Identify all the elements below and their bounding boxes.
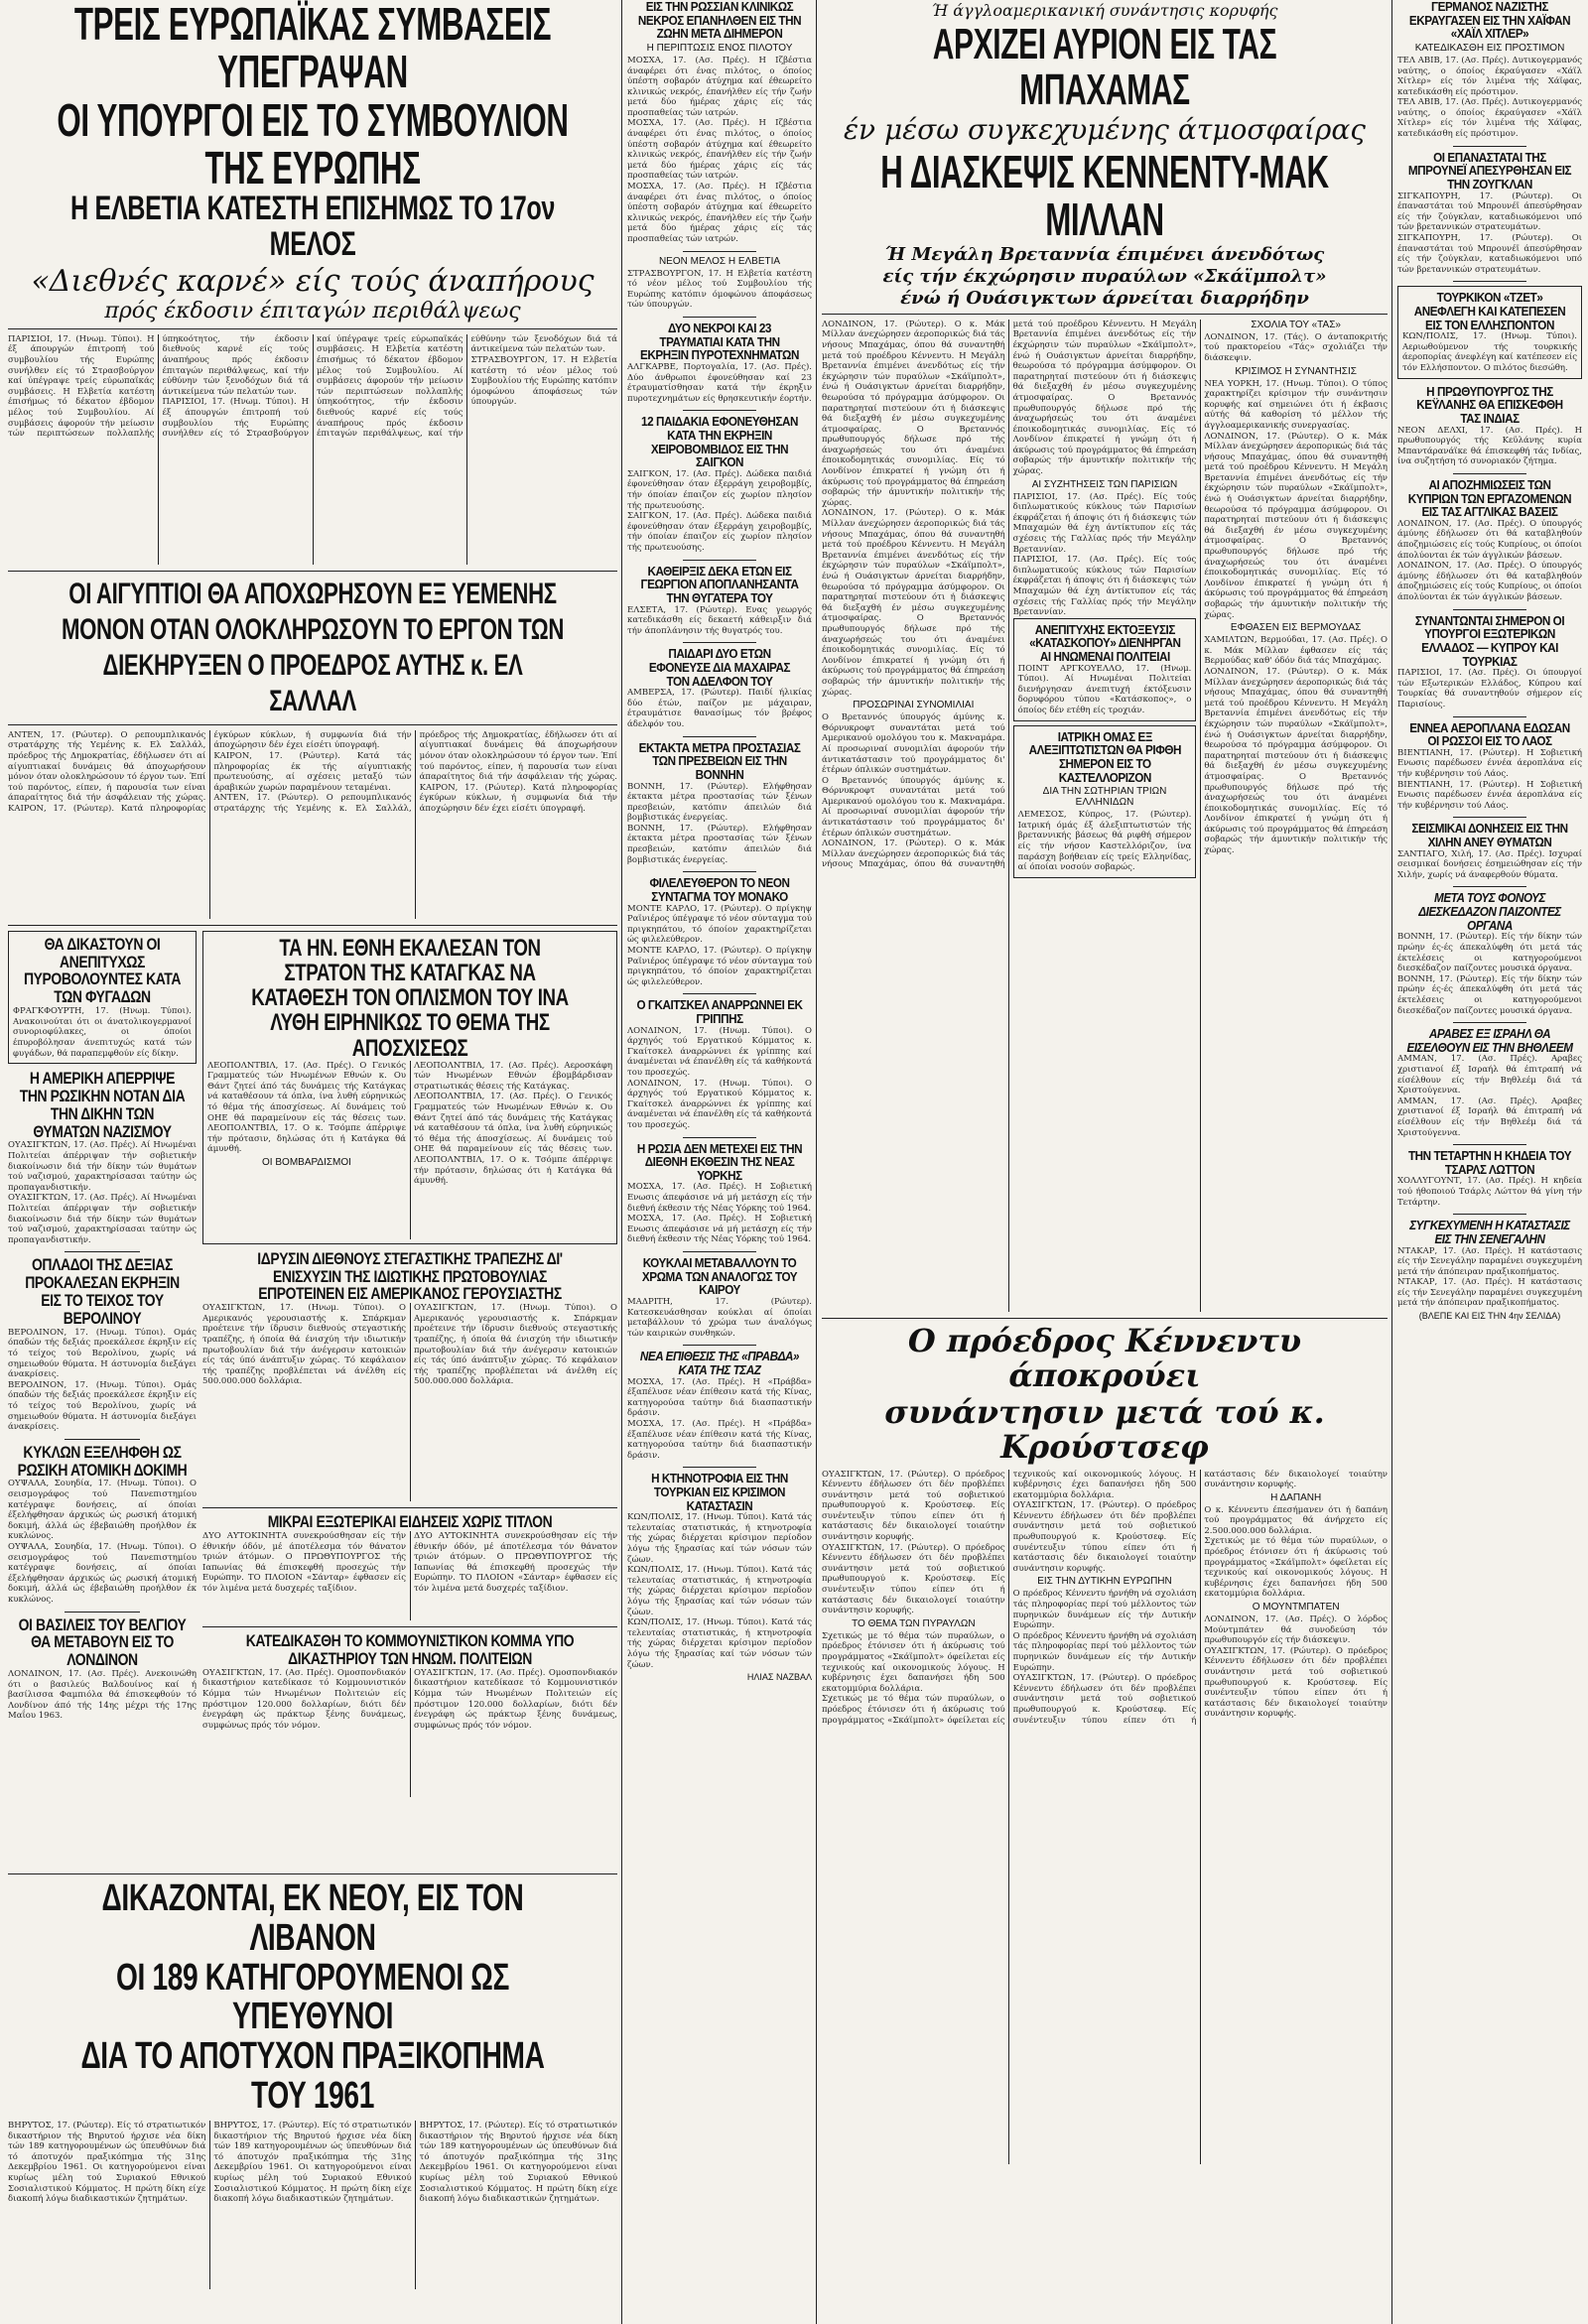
headline: ΝΕΑ ΕΠΙΘΕΣΙΣ ΤΗΣ «ΠΡΑΒΔΑ» ΚΑΤΑ ΤΗΣ ΤΣΑΖ: [639, 1349, 800, 1377]
divider: [1453, 1214, 1526, 1215]
article-body: ΧΟΛΛΥΓΟΥΝΤ, 17. (Ασ. Πρές). Η κηδεία τού ήθοποιού Τσάρλς Λώττον θά γίνη τήν Τετάρτην.: [1397, 1176, 1582, 1208]
article-body: ΟΥΑΣΙΓΚΤΩΝ, 17. (Ηνωμ. Τύποι). Ο Αμερικανός γερουσιαστής κ. Σπάρκμαν προέτεινε τήν ίδρυσιν διεθνούς στεγαστικής τραπέζης, ή όποία θά ένισχύη τήν ιδιωτικήν πρωτοβουλίαν διά τήν άνέγερσιν κατοικιών είς τάς ύπό άνάπτυξιν χώρας. Τό κεφάλαιον τής τραπέζης προβλέπεται νά άνέλθη είς 500.000.000 δολλάρια.: [202, 1303, 406, 1387]
article-body: ΒΙΕΝΤΙΑΝΗ, 17. (Ρώυτερ). Η Σοβιετική Ενωσις παρέδωσεν έννέα άεροπλάνα είς τήν κυβέρνησιν τού Λάος.: [1397, 747, 1582, 780]
article-body: ΝΕΑ ΥΟΡΚΗ, 17. (Ηνωμ. Τύποι). Ο τύπος χαρακτηρίζει κρίσιμον τήν συνάντησιν κορυφής καί σημειώνει ότι ή έκβασις αύτής θά καθορίση τό μέλλον τής άγγλοαμερικανικής συνεργασίας.: [1204, 378, 1388, 431]
cyprus-bases-article: [1397, 478, 1582, 603]
grenade-article: [627, 415, 812, 553]
article-body: ΒΙΕΝΤΙΑΝΗ, 17. (Ρώυτερ). Η Σοβιετική Ενωσις παρέδωσεν έννέα άεροπλάνα είς τήν κυβέρνησιν τού Λάος.: [1397, 779, 1582, 811]
article-body: ΒΟΝΝΗ, 17. (Ρώυτερ). Είς τήν δίκην τών πρώην ές-ές άπεκαλύφθη ότι μετά τάς έκτελέσεις οι κατηγορούμενοι διεσκέδαζον παίζοντες μουσικά όργανα.: [1397, 973, 1582, 1016]
article-body: ΠΑΡΙΣΙΟΙ, 17. (Ηνωμ. Τύποι). Η έξ άπουργών έπιτροπή τού συμβουλίου τής Ευρώπης συνήλθεν είς τό Στρασβούργον καί ύπέγραψε τρείς εύρωπαϊκάς συμβάσεις. Η Ελβετία κατέστη έπισήμως τό δέκατον έβδομον μέλος τού Συμβουλίου. Αί συμβάσεις άφορούν τήν μείωσιν τών περιπτώσεων πολλαπλής ύπηκοότητος, τήν έκδοσιν διεθνούς καρνέ είς τούς άναπήρους πρός έκδοσιν έπιταγών περιθάλψεως, καί τήν εύθύνην τών ξενοδόχων διά τά άντικείμενα τών πελατών των.: [8, 333, 309, 440]
article-body: ΛΟΝΔΙΝΟΝ, 17. (Ασ. Πρές). Ο ύπουργός άμύνης έδήλωσεν ότι θά καταβληθούν άποζημιώσεις είς τούς Κυπρίους, οι όποίοι άπολύονται έκ τών άγγλικών βάσεων.: [1397, 561, 1582, 603]
headline: ΟΠΛΑΔΟΙ ΤΗΣ ΔΕΞΙΑΣ ΠΡΟΚΑΛΕΣΑΝ ΕΚΡΗΞΙΝ ΕΙΣ ΤΟ ΤΕΙΧΟΣ ΤΟΥ ΒΕΡΟΛΙΝΟΥ: [25, 1255, 180, 1328]
article-body: ΟΥΑΣΙΓΚΤΩΝ, 17. (Ασ. Πρές). Αί Ηνωμέναι Πολιτείαι άπέρριψαν τήν σοβιετικήν διακοίνωσιν διά τήν δίκην τών θυμάτων τού ναζισμού, χαρακτηρίσασαι ταύτην ώς προπαγανδιστικήν.: [8, 1140, 197, 1193]
narrow-column: [8, 931, 197, 1993]
kicker: ΟΙ ΒΟΜΒΑΡΔΙΣΜΟΙ: [262, 1157, 351, 1169]
ceylon-article: [1397, 385, 1582, 467]
article-body: ΑΝΤΕΝ, 17. (Ρώυτερ). Ο ρεπουμπλικανός στρατάρχης τής Υεμένης κ. Ελ Σαλλάλ, πρόεδρος τής Δημοκρατίας, έδήλωσεν ότι αί αίγυπτιακαί δυνάμεις θά άποχωρήσουν μόνον όταν ολοκληρώσουν τό έργον των. Έπί τού παρόντος, είπεν, ή παρουσία των είναι άπαραίτητος διά τήν άσφάλειαν τής χώρας. ΚΑΙΡΟΝ, 17. (Ρώυτερ). Κατά πληροφορίας έγκύρων κύκλων, ή συμφωνία διά τήν άποχώρησιν δέν έχει είσέτι ύπογραφή.: [213, 729, 617, 814]
jet-crash-article: [1397, 286, 1582, 378]
kastellorizo-article: [1013, 725, 1197, 878]
article-body: ΛΟΝΔΙΝΟΝ, 17. (Ηνωμ. Τύποι). Ο άρχηγός τού Εργατικού Κόμματος κ. Γκαίτσκελ άναρρώννει έκ γρίππης καί άναμένεται νά έπανέλθη είς τά καθήκοντά του προσεχώς.: [627, 1078, 812, 1130]
article-body: ΒΟΝΝΗ, 17. (Ρώυτερ). Ελήφθησαν έκτακτα μέτρα προστασίας τών ξένων πρεσβειών, κατόπιν άπειλών διά βομβιστικάς ένεργείας.: [627, 781, 812, 824]
organ-article: [1397, 891, 1582, 1016]
council-of-europe-article: [8, 0, 617, 565]
divider: [8, 925, 617, 926]
belgium-article: [8, 1616, 197, 1723]
fugitives-article: [8, 931, 197, 1064]
lead-headline: ΟΙ ΥΠΟΥΡΓΟΙ ΕΙΣ ΤΟ ΣΥΜΒΟΥΛΙΟΝ ΤΗΣ ΕΥΡΩΠΗΣ: [57, 93, 569, 194]
dolls-article: [627, 1256, 812, 1339]
gaitskell-article: [627, 998, 812, 1130]
article-body: ΠΟΙΝΤ ΑΡΓΚΟΥΕΛΛΟ, 17. (Ηνωμ. Τύποι). Αί Ηνωμέναι Πολιτείαι διενήργησαν άνεπιτυχή έκτόξευσιν δορυφόρου τύπου «Κατάσκοπος», ο όποίος δέν ετέθη είς τροχιάν.: [1017, 663, 1192, 716]
divider: [683, 871, 756, 872]
briefs-article: [202, 1513, 617, 1620]
article-body: ΛΕΟΠΟΛΝΤΒΙΛ, 17. (Ασ. Πρές). Ο Γενικός Γραμματεύς τών Ηνωμένων Εθνών κ. Ου Θάντ ζητεί άπό τάς δυνάμεις τής Κατάγκας νά καταθέσουν τά όπλα, ίνα λυθή εύρηνικώς τό θέμα τής άποσχίσεως. Αί δυνάμεις τού ΟΗΕ θά παραμείνουν είς τάς θέσεις των. ΛΕΟΠΟΛΝΤΒΙΛ, 17. Ο κ. Τσόμπε άπέρριψε τήν πρότασιν, δηλώσας ότι ή Κατάγκα θά άμυνθή.: [414, 1092, 612, 1187]
article-body: ΛΕΜΕΣΟΣ, Κύπρος, 17. (Ρώυτερ). Ιατρική όμάς έξ άλεξιπτωτιστών τής βρεταννικής βάσεως θά ριφθή σήμερον είς τήν νήσον Καστελλόριζον, ίνα παράσχη βοήθειαν είς τρείς Ελληνίδας, αί όποίαι νοσούν σοβαρώς.: [1017, 810, 1192, 873]
article-body: Σχετικώς με τό θέμα τών πυραύλων, ο πρόεδρος έτόνισεν ότι ή άκύρωσις τού προγράμματος «Σκάϊμπολτ» όφείλεται είς τεχνικούς καί οικονομικούς λόγους. Η κυβέρνησις έχει δαπανήσει ήδη 500 εκατομμύρια δολλάρια.: [822, 1630, 1005, 1694]
divider: [1453, 1022, 1526, 1023]
turkey-livestock-article: [627, 1472, 812, 1682]
article-body: ΟΥΑΣΙΓΚΤΩΝ, 17. (Ρώυτερ). Ο πρόεδρος Κέννεντυ έδήλωσεν ότι δέν προβλέπει συνάντησιν μετά τού σοβιετικού πρωθυπουργού κ. Κρούστσεφ. Είς συνέντευξιν τύπου είπεν ότι ή κατάστασις δέν δικαιολογεί τοιαύτην συνάντησιν κορυφής.: [1012, 1500, 1197, 1574]
headline: ΔΥΟ ΝΕΚΡΟΙ ΚΑΙ 23 ΤΡΑΥΜΑΤΙΑΙ ΚΑΤΑ ΤΗΝ ΕΚΡΗΞΙΝ ΠΥΡΟΤΕΧΝΗΜΑΤΩΝ: [640, 320, 799, 363]
lead-subheadline: πρός έκδοσιν έπιταγών περιθάλψεως: [104, 298, 521, 323]
ny-fair-article: [627, 1142, 812, 1245]
headline: Η ΠΡΩΘΥΠΟΥΡΓΟΣ ΤΗΣ ΚΕΫΛΑΝΗΣ ΘΑ ΕΠΙΣΚΕΦΘΗ ΤΑΣ ΙΝΔΙΑΣ: [1416, 383, 1563, 426]
article-body: ΜΟΣΧΑ, 17. (Ασ. Πρές). Η Σοβιετική Ενωσις άπεφάσισε νά μή μετάσχη είς τήν διεθνή έκθεσιν τής Νέας Υόρκης τού 1964.: [627, 1214, 812, 1245]
article-body: ΠΑΡΙΣΙΟΙ, 17. (Ασ. Πρές). Είς τούς διπλωματικούς κύκλους τών Παρισίων έκφράζεται ή άποψις ότι ή διάσκεψις τών Μπαχαμών θά έχη άντίκτυπον είς τάς σχέσεις τής Γαλλίας πρός τήν Μεγάλην Βρεταννίαν.: [1012, 491, 1197, 555]
headline: ΚΑΤΕΔΙΚΑΣΘΗ ΤΟ ΚΟΜΜΟΥΝΙΣΤΙΚΟΝ ΚΟΜΜΑ ΥΠΟ ΔΙΚΑΣΤΗΡΙΟΥ ΤΩΝ ΗΝΩΜ. ΠΟΛΙΤΕΙΩΝ: [245, 1631, 575, 1668]
knife-article: [627, 647, 812, 729]
article-body: ΜΑΔΡΙΤΗ, 17. (Ρώυτερ). Κατεσκευάσθησαν κούκλαι αί όποίαι μεταβάλλουν τό χρώμα των άναλόγως τών καιρικών συνθηκών.: [627, 1296, 812, 1339]
headline: ΙΑΤΡΙΚΗ ΟΜΑΣ ΕΞ ΑΛΕΞΙΠΤΩΤΙΣΤΩΝ ΘΑ ΡΙΦΘΗ ΣΗΜΕΡΟΝ ΕΙΣ ΤΟ ΚΑΣΤΕΛΛΟΡΙΖΟΝ: [1028, 728, 1181, 785]
article-body: ΛΟΝΔΙΝΟΝ, 17. (Ασ. Πρές). Ο λόρδος Μούντμπάτεν θά συνοδεύση τόν πρωθυπουργόν είς τήν διάσκεψιν.: [1204, 1614, 1388, 1646]
senegal-article: [1397, 1219, 1582, 1321]
divider: [683, 1345, 756, 1346]
deck: ένώ ή Ουάσιγκτων άρνείται διαρρήδην: [900, 287, 1309, 309]
lebanon-article: [8, 1876, 617, 2289]
chile-article: [1397, 822, 1582, 880]
article-body: ΜΟΣΧΑ, 17. (Ασ. Πρές). Η Ιζβέστια άναφέρει ότι ένας πιλότος, ο όποίος ύπέστη σοβαρόν άτύχημα καί έθεωρείτο κλινικώς νεκρός, έπανήλθεν είς τήν ζωήν μετά δύο ήμέρας χάρις είς τάς προσπαθείας τών ιατρών.: [627, 118, 812, 182]
bethlehem-article: [1397, 1027, 1582, 1138]
headline: ΑΙ ΑΠΟΖΗΜΙΩΣΕΙΣ ΤΩΝ ΚΥΠΡΙΩΝ ΤΩΝ ΕΡΓΑΖΟΜΕΝΩΝ ΕΙΣ ΤΑΣ ΑΓΓΛΙΚΑΣ ΒΑΣΕΙΣ: [1407, 476, 1572, 520]
article-body: ΒΗΡΥΤΟΣ, 17. (Ρώυτερ). Είς τό στρατιωτικόν δικαστήριον τής Βηρυτού ήρχισε νέα δίκη τών 189 κατηγορουμένων ώς ύπευθύνων διά τό άποτυχόν πραξικόπημα τής 31ης Δεκεμβρίου 1961. Οι κατηγορούμενοι είναι κυρίως μέλη τού Συριακού Εθνικού Σοσιαλιστικού Κόμματος. Η πρώτη δίκη είχε διακοπή λόγω διαδικαστικών ζητημάτων.: [419, 2121, 617, 2205]
headline: Η ΑΜΕΡΙΚΗ ΑΠΕΡΡΙΨΕ ΤΗΝ ΡΩΣΙΚΗΝ ΝΟΤΑΝ ΔΙΑ ΤΗΝ ΔΙΚΗΝ ΤΩΝ ΘΥΜΑΤΩΝ ΝΑΖΙΣΜΟΥ: [19, 1069, 186, 1141]
article-body: ΜΟΣΧΑ, 17. (Ασ. Πρές). Η «Πράβδα» έξαπέλυσε νέαν έπίθεσιν κατά τής Κίνας, κατηγορούσα ταύτην διά διασπαστικήν δράσιν.: [627, 1376, 812, 1419]
headline: Η ΡΩΣΙΑ ΔΕΝ ΜΕΤΕΧΕΙ ΕΙΣ ΤΗΝ ΔΙΕΘΝΗ ΕΚΘΕΣΙΝ ΤΗΣ ΝΕΑΣ ΥΟΡΚΗΣ: [636, 1140, 803, 1183]
article-body: ΑΝΤΕΝ, 17. (Ρώυτερ). Ο ρεπουμπλικανός στρατάρχης τής Υεμένης κ. Ελ Σαλλάλ, πρόεδρος τής Δημοκρατίας, έδήλωσεν ότι αί αίγυπτιακαί δυνάμεις θά άποχωρήσουν μόνον όταν ολοκληρώσουν τό έργον των. Έπί τού παρόντος, είπεν, ή παρουσία των είναι άπαραίτητος διά τήν άσφάλειαν τής χώρας. ΚΑΙΡΟΝ, 17. (Ρώυτερ). Κατά πληροφορίας έγκύρων κύκλων, ή συμφωνία διά τήν άποχώρησιν δέν έχει είσέτι ύπογραφή.: [8, 729, 412, 814]
article-columns: [202, 1668, 617, 1797]
haifa-article: [1397, 0, 1582, 140]
article-body: Ο κ. Κέννεντυ έπεσήμανεν ότι ή δαπάνη τού προγράμματος θά άνήρχετο είς 2.500.000.000 δολλάρια.: [1204, 1504, 1388, 1536]
divider: [202, 1626, 617, 1627]
headline: ΤΟΥΡΚΙΚΟΝ «ΤΖΕΤ» ΑΝΕΦΛΕΓΗ ΚΑΙ ΚΑΤΕΠΕΣΕΝ ΕΙΣ ΤΟΝ ΕΛΛΗΣΠΟΝΤΟΝ: [1413, 290, 1566, 332]
article-body: Ο Βρεταννός ύπουργός άμύνης κ. Θόρνυκροφτ συναντάται μετά τού Αμερικανού ομολόγου του κ. Μακναμάρα. Αί προσωριναί συνομιλίαι άφορούν τήν άντικατάστασιν τού προγράμματος δι' έτέρων όπλικών συστημάτων.: [822, 775, 1005, 839]
article-body: ΧΑΜΙΛΤΩΝ, Βερμούδαι, 17. (Ασ. Πρές). Ο κ. Μάκ Μίλλαν έφθασεν είς τάς Βερμούδας καθ' όδόν διά τάς Μπαχάμας.: [1204, 635, 1388, 667]
article-body: ΒΟΝΝΗ, 17. (Ρώυτερ). Ελήφθησαν έκτακτα μέτρα προστασίας τών ξένων πρεσβειών, κατόπιν άπειλών διά βομβιστικάς ένεργείας.: [627, 823, 812, 865]
divider: [65, 1251, 140, 1252]
article-body: ΚΩΝ/ΠΟΛΙΣ, 17. (Ηνωμ. Τύποι). Κατά τάς τελευταίας στατιστικάς, ή κτηνοτροφία τής χώρας διέρχεται κρίσιμον περίοδον λόγω τής ξηρασίας καί τών νόσων τών ζώων.: [627, 1512, 812, 1565]
divider: [683, 642, 756, 643]
article-body: ΜΟΝΤΕ ΚΑΡΛΟ, 17. (Ρώυτερ). Ο πρίγκηψ Ραϊνιέρος ύπέγραψε τό νέον σύνταγμα τού πριγκηπάτου, τό όποίον χαρακτηρίζεται ώς φιλελεύθερον.: [627, 945, 812, 987]
article-body: ΛΟΝΔΙΝΟΝ, 17. (Ρώυτερ). Ο κ. Μάκ Μίλλαν άνεχώρησεν άεροπορικώς διά τάς νήσους Μπαχάμας, όπου θά συναντηθή μετά τού προέδρου Κέννεντυ. Η Μεγάλη Βρεταννία έπιμένει άνενδότως είς τήν έκχώρησιν τών πυραύλων «Σκάϊμπολτ», ένώ ή Ουάσιγκτων άρνείται διαρρήδην, θεωρούσα τό πρόγραμμα άσύμφορον. Οι παρατηρηταί πιστεύουν ότι ή διάσκεψις θά διεξαχθή έν μέσω συγκεχυμένης άτμοσφαίρας. Ο Βρεταννός πρωθυπουργός δήλωσε πρό τής άναχωρήσεώς του ότι άναμένει έποικοδομητικάς συνομιλίας. Είς τό Λονδίνον έπικρατεί ή γνώμη ότι ή άκύρωσις τού προγράμματος θά έπηρεάση σοβαρώς τήν άμυντικήν πολιτικήν τής χώρας.: [822, 319, 1005, 508]
monaco-article: [627, 876, 812, 987]
right-column: [1397, 0, 1582, 2324]
article-body: ΤΕΛ ΑΒΙΒ, 17. (Ασ. Πρές). Δυτικογερμανός ναύτης, ο όποίος έκραύγασεν «Χάϊλ Χίτλερ» είς τόν λιμένα τής Χάϊφας, κατεδικάσθη είς πρόστιμον.: [1397, 55, 1582, 97]
laughton-article: [1397, 1149, 1582, 1208]
headline: ΤΑ ΗΝ. ΕΘΝΗ ΕΚΑΛΕΣΑΝ ΤΟΝ ΣΤΡΑΤΟΝ ΤΗΣ ΚΑΤΑΓΚΑΣ ΝΑ ΚΑΤΑΘΕΣΗ ΤΟΝ ΟΠΛΙΣΜΟΝ ΤΟΥ ΙΝΑ ΛΥΘΗ ΕΙΡΗΝΙΚΩΣ ΤΟ ΘΕΜΑ ΤΗΣ ΑΠΟΣΧΙΣΕΩΣ: [251, 934, 569, 1062]
divider: [822, 1318, 1388, 1319]
kicker: ΝΕΟΝ ΜΕΛΟΣ Η ΕΛΒΕΤΙΑ: [658, 255, 781, 267]
article-body: ΠΑΡΙΣΙΟΙ, 17. (Ηνωμ. Τύποι). Η έξ άπουργών έπιτροπή τού συμβουλίου τής Ευρώπης συνήλθεν είς τό Στρασβούργον καί ύπέγραψε τρείς εύρωπαϊκάς συμβάσεις. Η Ελβετία κατέστη έπισήμως τό δέκατον έβδομον μέλος τού Συμβουλίου. Αί συμβάσεις άφορούν τήν μείωσιν τών περιπτώσεων πολλαπλής ύπηκοότητος, τήν έκδοσιν διεθνούς καρνέ είς τούς άναπήρους πρός έκδοσιν έπιταγών περιθάλψεως, καί τήν εύθύνην τών ξενοδόχων διά τά άντικείμενα τών πελατών των.: [162, 333, 617, 440]
left-column: [8, 0, 617, 2324]
headline: ΑΡΑΒΕΣ ΕΞ ΙΣΡΑΗΛ ΘΑ ΕΙΣΕΛΘΟΥΝ ΕΙΣ ΤΗΝ ΒΗΘΛΕΕΜ: [1406, 1026, 1573, 1055]
column-rule: [621, 0, 622, 2324]
article-body: ΜΟΣΧΑ, 17. (Ασ. Πρές). Η Ιζβέστια άναφέρει ότι ένας πιλότος, ο όποίος ύπέστη σοβαρόν άτύχημα καί έθεωρείτο κλινικώς νεκρός, έπανήλθεν είς τήν ζωήν μετά δύο ήμέρας χάρις είς τάς προσπαθείας τών ιατρών.: [627, 55, 812, 118]
kicker: ΤΟ ΘΕΜΑ ΤΩΝ ΠΥΡΑΥΛΩΝ: [852, 1617, 976, 1629]
article-body: ΜΟΝΤΕ ΚΑΡΛΟ, 17. (Ρώυτερ). Ο πρίγκηψ Ραϊνιέρος ύπέγραψε τό νέον σύνταγμα τού πριγκηπάτου, τό όποίον χαρακτηρίζεται ώς φιλελεύθερον.: [627, 903, 812, 946]
divider: [683, 1467, 756, 1468]
headline: Η ΚΤΗΝΟΤΡΟΦΙΑ ΕΙΣ ΤΗΝ ΤΟΥΡΚΙΑΝ ΕΙΣ ΚΡΙΣΙΜΟΝ ΚΑΤΑΣΤΑΣΙΝ: [651, 1471, 788, 1513]
divider: [202, 1507, 617, 1508]
article-body: ΛΕΟΠΟΛΝΤΒΙΛ, 17. (Ασ. Πρές). Αεροσκάφη τών Ηνωμένων Εθνών έβομβάρδισαν στρατιωτικάς θέσεις τής Κατάγκας.: [414, 1060, 612, 1092]
article-body: ΣΙΓΚΑΠΟΥΡΗ, 17. (Ρώυτερ). Οι έπαναστάται τού Μπρουνέϊ άπεσύρθησαν είς τήν ζούγκλαν, καταδιωκόμενοι υπό τών βρεταννικών στρατευμάτων.: [1397, 191, 1582, 233]
kicker: ΠΡΟΣΩΡΙΝΑΙ ΣΥΝΟΜΙΛΙΑΙ: [853, 700, 975, 711]
khrushchev-article: [822, 1321, 1388, 2164]
article-body: ΟΥΑΣΙΓΚΤΩΝ, 17. (Ρώυτερ). Ο πρόεδρος Κέννεντυ έδήλωσεν ότι δέν προβλέπει συνάντησιν μετά τού σοβιετικού πρωθυπουργού κ. Κρούστσεφ. Είς συνέντευξιν τύπου είπεν ότι ή κατάστασις δέν δικαιολογεί τοιαύτην συνάντησιν κορυφής.: [822, 1542, 1005, 1616]
article-body: Σχετικώς με τό θέμα τών πυραύλων, ο πρόεδρος έτόνισεν ότι ή άκύρωσις τού προγράμματος «Σκάϊμπολτ» όφείλεται είς τεχνικούς καί οικονομικούς λόγους. Η κυβέρνησις έχει δαπανήσει ήδη 500 εκατομμύρια δολλάρια.: [1204, 1536, 1388, 1600]
column-rule: [1391, 0, 1392, 2324]
deck: Ή Μεγάλη Βρεταννία έπιμένει άνενδότως: [884, 244, 1325, 266]
summit-article: [822, 2, 1388, 1312]
kicker: Ο ΜΟΥΝΤΜΠΑΤΕΝ: [1252, 1602, 1340, 1614]
article-body: ΝΤΑΚΑΡ, 17. (Ασ. Πρές). Η κατάστασις είς τήν Σενεγάλην παραμένει συγκεχυμένη μετά τήν άπόπειραν πραξικοπήματος.: [1397, 1277, 1582, 1309]
continuation-note: (ΒΛΕΠΕ ΚΑΙ ΕΙΣ ΤΗΝ 4ην ΣΕΛΙΔΑ): [1418, 1311, 1561, 1322]
headline: ΙΔΡΥΣΙΝ ΔΙΕΘΝΟΥΣ ΣΤΕΓΑΣΤΙΚΗΣ ΤΡΑΠΕΖΗΣ ΔΙ' ΕΝΙΣΧΥΣΙΝ ΤΗΣ ΙΔΙΩΤΙΚΗΣ ΠΡΩΤΟΒΟΥΛΙΑΣ ΕΠΡΟΤΕΙΝΕΝ ΕΙΣ ΑΜΕΡΙΚΑΝΟΣ ΓΕΡΟΥΣΙΑΣΤΗΣ: [257, 1248, 563, 1304]
nuclear-article: [8, 1444, 197, 1606]
headline: ΣΥΓΚΕΧΥΜΕΝΗ Η ΚΑΤΑΣΤΑΣΙΣ ΕΙΣ ΤΗΝ ΣΕΝΕΓΑΛΗΝ: [1409, 1218, 1570, 1246]
laos-article: [1397, 721, 1582, 812]
article-body: ΣΤΡΑΣΒΟΥΡΓΟΝ, 17. Η Ελβετία κατέστη τό νέον μέλος τού Συμβουλίου τής Ευρώπης κατόπιν όμοφώνου άποφάσεως τών ύπουργών.: [470, 354, 617, 408]
pravda-article: [627, 1350, 812, 1461]
divider: [683, 560, 756, 561]
article-body: ΚΩΝ/ΠΟΛΙΣ, 17. (Ηνωμ. Τύποι). Κατά τάς τελευταίας στατιστικάς, ή κτηνοτροφία τής χώρας διέρχεται κρίσιμον περίοδον λόγω τής ξηρασίας καί τών νόσων τών ζώων.: [627, 1617, 812, 1670]
article-body: ΟΥΑΣΙΓΚΤΩΝ, 17. (Ρώυτερ). Ο πρόεδρος Κέννεντυ έδήλωσεν ότι δέν προβλέπει συνάντησιν μετά τού σοβιετικού πρωθυπουργού κ. Κρούστσεφ. Είς συνέντευξιν τύπου είπεν ότι ή κατάστασις δέν δικαιολογεί τοιαύτην συνάντησιν κορυφής.: [1012, 1469, 1388, 1726]
kicker: Η ΠΕΡΙΠΤΩΣΙΣ ΕΝΟΣ ΠΙΛΟΤΟΥ: [646, 42, 793, 54]
article-columns: [8, 334, 617, 565]
article-body: ΠΑΡΙΣΙΟΙ, 17. (Ασ. Πρές). Οι ύπουργοί τών Εξωτερικών Ελλάδος, Κύπρου καί Τουρκίας θά συναντηθούν σήμερον είς Παρισίους.: [1397, 668, 1582, 710]
article-body: ΔΥΟ ΑΥΤΟΚΙΝΗΤΑ συνεκρούσθησαν είς τήν έθνικήν όδόν, μέ άποτέλεσμα τόν θάνατον τριών άτόμων. Ο ΠΡΩΘΥΠΟΥΡΓΟΣ τής Ιαπωνίας θά έπισκεφθή προσεχώς τήν Ευρώπην. ΤΟ ΠΛΟΙΟΝ «Σάνταρ» έφθασεν είς τόν λιμένα μετά δυσχερές ταξίδιον.: [202, 1531, 406, 1595]
article-body: ΒΗΡΥΤΟΣ, 17. (Ρώυτερ). Είς τό στρατιωτικόν δικαστήριον τής Βηρυτού ήρχισε νέα δίκη τών 189 κατηγορουμένων ώς ύπευθύνων διά τό άποτυχόν πραξικόπημα τής 31ης Δεκεμβρίου 1961. Οι κατηγορούμενοι είναι κυρίως μέλη τού Συριακού Εθνικού Σοσιαλιστικού Κόμματος. Η πρώτη δίκη είχε διακοπή λόγω διαδικαστικών ζητημάτων.: [213, 2121, 412, 2205]
article-body: ΣΑΙΓΚΟΝ, 17. (Ασ. Πρές). Δώδεκα παιδιά έφονεύθησαν όταν έξερράγη χειροβομβίς, τήν όποίαν έπαιζον είς χωρίον πλησίον τής πρωτευούσης.: [627, 468, 812, 511]
headline: ΓΕΡΜΑΝΟΣ ΝΑΖΙΣΤΗΣ ΕΚΡΑΥΓΑΣΕΝ ΕΙΣ ΤΗΝ ΧΑΪΦΑΝ «ΧΑΪΛ ΧΙΤΛΕΡ»: [1408, 0, 1571, 42]
article-body: ΟΥΑΣΙΓΚΤΩΝ, 17. (Ασ. Πρές). Ομοσπονδιακόν δικαστήριον κατεδίκασε τό Κομμουνιστικόν Κόμμα τών Ηνωμένων Πολιτειών είς πρόστιμον 120.000 δολλαρίων, διότι δέν ένεγράφη ώς πράκτωρ ξένης δυνάμεως, συμφώνως πρός τόν νόμον.: [414, 1667, 617, 1731]
article-body: ΟΥΑΣΙΓΚΤΩΝ, 17. (Ασ. Πρές). Αί Ηνωμέναι Πολιτείαι άπέρριψαν τήν σοβιετικήν διακοίνωσιν διά τήν δίκην τών θυμάτων τού ναζισμού, χαρακτηρίσασαι ταύτην ώς προπαγανδιστικήν.: [8, 1193, 197, 1245]
katanga-article: [202, 931, 617, 1244]
brunei-article: [1397, 151, 1582, 276]
article-body: ΒΕΡΟΛΙΝΟΝ, 17. (Ηνωμ. Τύποι). Ομάς όπαδών τής δεξιάς προεκάλεσε έκρηξιν είς τό τείχος τού Βερολίνου, χωρίς νά σημειωθούν θύματα. Η άστυνομία διεξάγει άνακρίσεις.: [8, 1327, 197, 1380]
article-body: ΒΗΡΥΤΟΣ, 17. (Ρώυτερ). Είς τό στρατιωτικόν δικαστήριον τής Βηρυτού ήρχισε νέα δίκη τών 189 κατηγορουμένων ώς ύπευθύνων διά τό άποτυχόν πραξικόπημα τής 31ης Δεκεμβρίου 1961. Οι κατηγορούμενοι είναι κυρίως μέλη τού Συριακού Εθνικού Σοσιαλιστικού Κόμματος. Η πρώτη δίκη είχε διακοπή λόγω διαδικαστικών ζητημάτων.: [8, 2121, 206, 2205]
headline: Ο ΓΚΑΙΤΣΚΕΛ ΑΝΑΡΡΩΝΝΕΙ ΕΚ ΓΡΙΠΠΗΣ: [636, 997, 803, 1026]
article-body: ΑΜΒΕΡΣΑ, 17. (Ρώυτερ). Παιδί ήλικίας δύο έτών, παίζον με μάχαιραν, έτραυμάτισε θανασίμως τόν βρέφος άδελφόν του.: [627, 688, 812, 729]
headline: ΚΥΚΛΩΝ ΕΞΕΛΗΦΘΗ ΩΣ ΡΩΣΙΚΗ ΑΤΟΜΙΚΗ ΔΟΚΙΜΗ: [17, 1442, 188, 1480]
divider: [1453, 473, 1526, 474]
article-body: ΣΑΝΤΙΑΓΟ, Χιλή, 17. (Ασ. Πρές). Ισχυραί σεισμικαί δονήσεις έσημειώθησαν είς τήν Χιλήν, χωρίς νά άναφερθούν θύματα.: [1397, 848, 1582, 880]
article-body: ΣΑΙΓΚΟΝ, 17. (Ασ. Πρές). Δώδεκα παιδιά έφονεύθησαν όταν έξερράγη χειροβομβίς, τήν όποίαν έπαιζον είς χωρίον πλησίον τής πρωτευούσης.: [627, 511, 812, 553]
divider: [1453, 817, 1526, 818]
headline: ΕΝΝΕΑ ΑΕΡΟΠΛΑΝΑ ΕΔΩΣΑΝ ΟΙ ΡΩΣΣΟΙ ΕΙΣ ΤΟ ΛΑΟΣ: [1409, 719, 1570, 749]
article-body: ΔΥΟ ΑΥΤΟΚΙΝΗΤΑ συνεκρούσθησαν είς τήν έθνικήν όδόν, μέ άποτέλεσμα τόν θάνατον τριών άτόμων. Ο ΠΡΩΘΥΠΟΥΡΓΟΣ τής Ιαπωνίας θά έπισκεφθή προσεχώς τήν Ευρώπην. ΤΟ ΠΛΟΙΟΝ «Σάνταρ» έφθασεν είς τόν λιμένα μετά δυσχερές ταξίδιον.: [414, 1531, 617, 1595]
article-body: ΝΕΟΝ ΔΕΛΧΙ, 17. (Ασ. Πρές). Η πρωθυπουργός τής Κεϋλάνης κυρία Μπαντάρανάϊκε θά έπισκεφθή τάς Ινδίας, ίνα συζητήση τό συνοριακόν ζήτημα.: [1397, 425, 1582, 467]
article-body: ΣΤΡΑΣΒΟΥΡΓΟΝ, 17. Η Ελβετία κατέστη τό νέον μέλος τού Συμβουλίου τής Ευρώπης κατόπιν όμοφώνου άποφάσεως τών ύπουργών.: [627, 268, 812, 311]
headline: ΠΑΙΔΑΡΙ ΔΥΟ ΕΤΩΝ ΕΦΟΝΕΥΣΕ ΔΙΑ ΜΑΧΑΙΡΑΣ ΤΟΝ ΑΔΕΛΦΟΝ ΤΟΥ: [648, 646, 791, 689]
article-body: ΟΥΨΑΛΑ, Σουηδία, 17. (Ηνωμ. Τύποι). Ο σεισμογράφος τού Πανεπιστημίου κατέγραψε δονήσεις, αί όποίαι έξελήφθησαν άρχικώς ώς ρωσική άτομική δοκιμή, άλλά ώς έβεβαιώθη προήλθον έκ κυκλώνος.: [8, 1541, 197, 1605]
divider: [683, 1251, 756, 1252]
headline: ΜΕΤΑ ΤΟΥΣ ΦΟΝΟΥΣ ΔΙΕΣΚΕΔΑΖΟΝ ΠΑΙΖΟΝΤΕΣ ΟΡΓΑΝΑ: [1418, 890, 1561, 933]
headline: ΟΙ ΑΙΓΥΠΤΙΟΙ ΘΑ ΑΠΟΧΩΡΗΣΟΥΝ ΕΞ ΥΕΜΕΝΗΣ ΜΟΝΟΝ ΟΤΑΝ ΟΛΟΚΛΗΡΩΣΟΥΝ ΤΟ ΕΡΓΟΝ ΤΩΝ ΔΙΕΚΗΡΥΞΕΝ Ο ΠΡΟΕΔΡΟΣ ΑΥΤΗΣ κ. ΕΛ ΣΑΛΛΑΛ: [62, 577, 564, 717]
article-body: Ο Βρεταννός ύπουργός άμύνης κ. Θόρνυκροφτ συναντάται μετά τού Αμερικανού ομολόγου του κ. Μακναμάρα. Αί προσωριναί συνομιλίαι άφορούν τήν άντικατάστασιν τού προγράμματος δι' έτέρων όπλικών συστημάτων.: [822, 712, 1005, 776]
divider: [822, 314, 1388, 315]
divider: [1453, 1144, 1526, 1145]
article-body: ΤΕΛ ΑΒΙΒ, 17. (Ασ. Πρές). Δυτικογερμανός ναύτης, ο όποίος έκραύγασεν «Χάϊλ Χίτλερ» είς τόν λιμένα τής Χάϊφας, κατεδικάσθη είς πρόστιμον.: [1397, 97, 1582, 140]
divider: [8, 571, 617, 572]
headline: ΟΙ ΒΑΣΙΛΕΙΣ ΤΟΥ ΒΕΛΓΙΟΥ ΘΑ ΜΕΤΑΒΟΥΝ ΕΙΣ ΤΟ ΛΟΝΔΙΝΟΝ: [18, 1614, 187, 1670]
kicker: ΕΦΘΑΣΕΝ ΕΙΣ ΒΕΡΜΟΥΔΑΣ: [1230, 622, 1362, 634]
headline: ΑΝΕΠΙΤΥΧΗΣ ΕΚΤΟΞΕΥΣΙΣ «ΚΑΤΑΣΚΟΠΟΥ» ΔΙΕΝΗΡΓΑΝ ΑΙ ΗΝΩΜΕΝΑΙ ΠΟΛΙΤΕΙΑΙ: [1028, 621, 1181, 665]
article-body: ΟΥΑΣΙΓΚΤΩΝ, 17. (Ρώυτερ). Ο πρόεδρος Κέννεντυ έδήλωσεν ότι δέν προβλέπει συνάντησιν μετά τού σοβιετικού πρωθυπουργού κ. Κρούστσεφ. Είς συνέντευξιν τύπου είπεν ότι ή κατάστασις δέν δικαιολογεί τοιαύτην συνάντησιν κορυφής.: [822, 1469, 1005, 1543]
article-body: ΛΟΝΔΙΝΟΝ, 17. (Ρώυτερ). Ο κ. Μάκ Μίλλαν άνεχώρησεν άεροπορικώς διά τάς νήσους Μπαχάμας, όπου θά συναντηθή μετά τού προέδρου Κέννεντυ. Η Μεγάλη Βρεταννία έπιμένει άνενδότως είς τήν έκχώρησιν τών πυραύλων «Σκάϊμπολτ», ένώ ή Ουάσιγκτων άρνείται διαρρήδην, θεωρούσα τό πρόγραμμα άσύμφορον. Οι παρατηρηταί πιστεύουν ότι ή διάσκεψις θά διεξαχθή έν μέσω συγκεχυμένης άτμοσφαίρας. Ο Βρεταννός πρωθυπουργός δήλωσε πρό τής άναχωρήσεώς του ότι άναμένει έποικοδομητικάς συνομιλίας. Είς τό Λονδίνον έπικρατεί ή γνώμη ότι ή άκύρωσις τού προγράμματος θά έπηρεάση σοβαρώς τήν άμυντικήν πολιτικήν τής χώρας.: [1204, 431, 1388, 620]
headline: ΑΡΧΙΖΕΙ ΑΥΡΙΟΝ ΕΙΣ ΤΑΣ ΜΠΑΧΑΜΑΣ: [932, 19, 1277, 114]
headline: ΔΙΑ ΤΟ ΑΠΟΤΥΧΟΝ ΠΡΑΞΙΚΟΠΗΜΑ ΤΟΥ 1961: [80, 2035, 545, 2118]
headline: ΔΙΚΑΖΟΝΤΑΙ, ΕΚ ΝΕΟΥ, ΕΙΣ ΤΟΝ ΛΙΒΑΝΟΝ: [101, 1876, 524, 1959]
housing-article: [202, 1250, 617, 1502]
lead-headline: ΤΡΕΙΣ ΕΥΡΩΠΑΪΚΑΣ ΣΥΜΒΑΣΕΙΣ ΥΠΕΓΡΑΨΑΝ: [73, 0, 552, 98]
headline: ΣΥΝΑΝΤΩΝΤΑΙ ΣΗΜΕΡΟΝ ΟΙ ΥΠΟΥΡΓΟΙ ΕΞΩΤΕΡΙΚΩΝ ΕΛΛΑΔΟΣ — ΚΥΠΡΟΥ ΚΑΙ ΤΟΥΡΚΙΑΣ: [1414, 612, 1565, 669]
article-body: ΦΡΑΓΚΦΟΥΡΤΗ, 17. (Ηνωμ. Τύποι). Ανακοινούται ότι οι άνατολικογερμανοί συνοριοφύλακες, οι όποίοι έπυροβόλησαν άνεπιτυχώς κατά τών φυγάδων, θά παραπεμφθούν είς δίκην.: [13, 1006, 192, 1059]
article-body: ΣΙΓΚΑΠΟΥΡΗ, 17. (Ρώυτερ). Οι έπαναστάται τού Μπρουνέϊ άπεσύρθησαν είς τήν ζούγκλαν, καταδιωκόμενοι υπό τών βρεταννικών στρατευμάτων.: [1397, 232, 1582, 275]
fireworks-article: [627, 322, 812, 404]
article-body: Ο πρόεδρος Κέννεντυ ήρνήθη νά σχολιάση τάς πληροφορίας περί τού μέλλοντος τών πυρηνικών δυνάμεων είς τήν Δυτικήν Ευρώπην.: [1012, 1589, 1197, 1631]
divider: [1453, 281, 1526, 282]
headline: συνάντησιν μετά τού κ. Κρούστσεφ: [884, 1393, 1325, 1467]
divider: [8, 328, 617, 329]
divider: [683, 410, 756, 411]
communist-article: [202, 1632, 617, 1797]
divider: [683, 1137, 756, 1138]
kicker: ΑΙ ΣΥΖΗΤΗΣΕΙΣ ΤΩΝ ΠΑΡΙΣΙΩΝ: [1031, 478, 1178, 490]
article-body: Σχετικώς με τό θέμα τών πυραύλων, ο πρόεδρος έτόνισεν ότι ή άκύρωσις τού προγράμματος «Σκάϊμπολτ» όφείλεται είς τεχνικούς καί οικονομικούς λόγους. Η κυβέρνησις έχει δαπανήσει ήδη 500 εκατομμύρια δολλάρια.: [822, 1469, 1197, 1726]
article-body: ΕΛΣΕΤΑ, 17. (Ρώυτερ). Ενας γεωργός κατεδικάσθη είς δεκαετή κάθειρξιν διά τήν άποπλάνησιν τής θυγατρός του.: [627, 604, 812, 636]
kicker: ΚΡΙΣΙΜΟΣ Η ΣΥΝΑΝΤΗΣΙΣ: [1235, 365, 1357, 377]
article-columns: [207, 1061, 612, 1239]
divider: [65, 1612, 140, 1613]
headline: ΟΙ 189 ΚΑΤΗΓΟΡΟΥΜΕΝΟΙ ΩΣ ΥΠΕΥΘΥΝΟΙ: [116, 1956, 509, 2038]
article-columns: [822, 320, 1388, 1312]
headline: 12 ΠΑΙΔΑΚΙΑ ΕΦΟΝΕΥΘΗΣΑΝ ΚΑΤΑ ΤΗΝ ΕΚΡΗΞΙΝ ΧΕΙΡΟΒΟΜΒΙΔΟΣ ΕΙΣ ΤΗΝ ΣΑΙΓΚΟΝ: [641, 414, 798, 470]
column-rule: [816, 0, 817, 2324]
article-body: ΚΩΝ/ΠΟΛΙΣ, 17. (Ηνωμ. Τύποι). Κατά τάς τελευταίας στατιστικάς, ή κτηνοτροφία τής χώρας διέρχεται κρίσιμον περίοδον λόγω τής ξηρασίας καί τών νόσων τών ζώων.: [627, 1565, 812, 1617]
article-body: ΛΟΝΔΙΝΟΝ, 17. (Ηνωμ. Τύποι). Ο άρχηγός τού Εργατικού Κόμματος κ. Γκαίτσκελ άναρρώννει έκ γρίππης καί άναμένεται νά έπανέλθη είς τά καθήκοντά του προσεχώς.: [627, 1025, 812, 1078]
divider: [683, 993, 756, 994]
article-columns: [822, 1470, 1388, 2164]
article-body: ΜΟΣΧΑ, 17. (Ασ. Πρές). Η «Πράβδα» έξαπέλυσε νέαν έπίθεσιν κατά τής Κίνας, κατηγορούσα ταύτην διά διασπαστικήν δράσιν.: [627, 1418, 812, 1461]
article-body: ΟΥΑΣΙΓΚΤΩΝ, 17. (Ρώυτερ). Ο πρόεδρος Κέννεντυ έδήλωσεν ότι δέν προβλέπει συνάντησιν μετά τού σοβιετικού πρωθυπουργού κ. Κρούστσεφ. Είς συνέντευξιν τύπου είπεν ότι ή κατάστασις δέν δικαιολογεί τοιαύτην συνάντησιν κορυφής.: [1204, 1645, 1388, 1720]
article-body: ΒΟΝΝΗ, 17. (Ρώυτερ). Είς τήν δίκην τών πρώην ές-ές άπεκαλύφθη ότι μετά τάς έκτελέσεις οι κατηγορούμενοι διεσκέδαζον παίζοντες μουσικά όργανα.: [1397, 932, 1582, 974]
headline: Η ΔΙΑΣΚΕΨΙΣ ΚΕΝΝΕΝΤΥ-ΜΑΚ ΜΙΛΛΑΝ: [880, 145, 1329, 246]
article-body: ΟΥΑΣΙΓΚΤΩΝ, 17. (Ηνωμ. Τύποι). Ο Αμερικανός γερουσιαστής κ. Σπάρκμαν προέτεινε τήν ίδρυσιν διεθνούς στεγαστικής τραπέζης, ή όποία θά ένισχύη τήν ιδιωτικήν πρωτοβουλίαν διά τήν άνέγερσιν κατοικιών είς τάς ύπό άνάπτυξιν χώρας. Τό κεφάλαιον τής τραπέζης προβλέπεται νά άνέλθη είς 500.000.000 δολλάρια.: [414, 1303, 617, 1387]
article-body: ΑΜΜΑΝ, 17. (Ασ. Πρές). Αραβες χριστιανοί έξ Ισραήλ θά έπιτραπή νά είσέλθουν είς τήν Βηθλεέμ διά τά Χριστούγεννα.: [1397, 1054, 1582, 1097]
article-body: ΛΟΝΔΙΝΟΝ, 17. (Ασ. Πρές). Ανεκοινώθη ότι ο βασιλεύς Βαλδουίνος καί ή βασίλισσα Φαμπιόλα θά έπισκεφθούν τό Λονδίνον άπό τής 14ης μέχρι τής 17ης Μαΐου 1963.: [8, 1669, 197, 1722]
headline: ΚΟΥΚΛΑΙ ΜΕΤΑΒΑΛΛΟΥΝ ΤΟ ΧΡΩΜΑ ΤΩΝ ΑΝΑΛΟΓΩΣ ΤΟΥ ΚΑΙΡΟΥ: [641, 1255, 798, 1298]
article-columns: [202, 1303, 617, 1501]
deck: είς τήν έκχώρησιν πυραύλων «Σκάϊμπολτ»: [882, 266, 1327, 288]
divider: [1453, 716, 1526, 717]
wide-block: [202, 931, 617, 1993]
headline: ΘΑ ΔΙΚΑΣΤΟΥΝ ΟΙ ΑΝΕΠΙΤΥΧΩΣ ΠΥΡΟΒΟΛΟΥΝΤΕΣ ΚΑΤΑ ΤΩΝ ΦΥΓΑΔΩΝ: [23, 934, 181, 1007]
article-body: ΚΩΝ/ΠΟΛΙΣ, 17. (Ηνωμ. Τύποι). Αεριωθούμενον τής τουρκικής άεροπορίας άνεφλέγη καί κατέπεσεν είς τόν Ελλήσποντον. Ο πιλότος διεσώθη.: [1402, 331, 1577, 374]
article-body: ΚΑΙΡΟΝ, 17. (Ρώυτερ). Κατά τάς πληροφορίας έκ τής αίγυπτιακής πρωτευούσης, αί σχέσεις μεταξύ τών άραβικών χωρών παραμένουν τεταμέναι.: [213, 750, 412, 793]
usa-article: [8, 1070, 197, 1245]
article-body: ΟΥΨΑΛΑ, Σουηδία, 17. (Ηνωμ. Τύποι). Ο σεισμογράφος τού Πανεπιστημίου κατέγραψε δονήσεις, αί όποίαι έξελήφθησαν άρχικώς ώς ρωσική άτομική δοκιμή, άλλά ώς έβεβαιώθη προήλθον έκ κυκλώνος.: [8, 1479, 197, 1542]
divider: [1453, 146, 1526, 147]
article-body: ΜΟΣΧΑ, 17. (Ασ. Πρές). Η Ιζβέστια άναφέρει ότι ένας πιλότος, ο όποίος ύπέστη σοβαρόν άτύχημα καί έθεωρείτο κλινικώς νεκρός, έπανήλθεν είς τήν ζωήν μετά δύο ήμέρας χάρις είς τάς προσπαθείας τών ιατρών.: [627, 182, 812, 245]
divider: [1453, 609, 1526, 610]
article-body: ΛΟΝΔΙΝΟΝ, 17. (Ρώυτερ). Ο κ. Μάκ Μίλλαν άνεχώρησεν άεροπορικώς διά τάς νήσους Μπαχάμας, όπου θά συναντηθή μετά τού προέδρου Κέννεντυ. Η Μεγάλη Βρεταννία έπιμένει άνενδότως είς τήν έκχώρησιν τών πυραύλων «Σκάϊμπολτ», ένώ ή Ουάσιγκτων άρνείται διαρρήδην, θεωρούσα τό πρόγραμμα άσύμφορον. Οι παρατηρηταί πιστεύουν ότι ή διάσκεψις θά διεξαχθή έν μέσω συγκεχυμένης άτμοσφαίρας. Ο Βρεταννός πρωθυπουργός δήλωσε πρό τής άναχωρήσεώς του ότι άναμένει έποικοδομητικάς συνομιλίας. Είς τό Λονδίνον έπικρατεί ή γνώμη ότι ή άκύρωσις τού προγράμματος θά έπηρεάση σοβαρώς τήν άμυντικήν πολιτικήν τής χώρας.: [822, 508, 1005, 698]
headline: ΚΑΘΕΙΡΞΙΣ ΔΕΚΑ ΕΤΩΝ ΕΙΣ ΓΕΩΡΓΙΟΝ ΑΠΟΠΛΑΝΗΣΑΝΤΑ ΤΗΝ ΘΥΓΑΤΕΡΑ ΤΟΥ: [640, 563, 799, 605]
yemen-article: [8, 577, 617, 919]
kicker: Ή άγγλοαμερικανική συνάντησις κορυφής: [931, 1, 1278, 20]
divider: [65, 1439, 140, 1440]
kicker: ΣΧΟΛΙΑ ΤΟΥ «ΤΑΣ»: [1251, 319, 1341, 330]
lower-left-block: [8, 931, 617, 1993]
headline: ΦΙΛΕΛΕΥΘΕΡΟΝ ΤΟ ΝΕΟΝ ΣΥΝΤΑΓΜΑ ΤΟΥ ΜΟΝΑΚΟ: [649, 875, 790, 904]
headline: ΟΙ ΕΠΑΝΑΣΤΑΤΑΙ ΤΗΣ ΜΠΡΟΥΝΕΪ ΑΠΕΣΥΡΘΗΣΑΝ ΕΙΣ ΤΗΝ ΖΟΥΓΚΛΑΝ: [1407, 149, 1572, 192]
divider: [683, 736, 756, 737]
kicker: ΔΙΑ ΤΗΝ ΣΩΤΗΡΙΑΝ ΤΡΙΩΝ ΕΛΛΗΝΙΔΩΝ: [1042, 786, 1167, 809]
kicker: ΚΑΤΕΔΙΚΑΣΘΗ ΕΙΣ ΠΡΟΣΤΙΜΟΝ: [1414, 42, 1565, 54]
article-body: Ο πρόεδρος Κέννεντυ ήρνήθη νά σχολιάση τάς πληροφορίας περί τού μέλλοντος τών πυρηνικών δυνάμεων είς τήν Δυτικήν Ευρώπην.: [1012, 1630, 1197, 1673]
lead-subheadline: «Διεθνές καρνέ» είς τούς άναπήρους: [31, 263, 595, 299]
article-columns: [8, 730, 617, 919]
byline: ΗΛΙΑΣ ΝΑΖΒΑΛ: [746, 1672, 812, 1683]
spy-satellite-article: [1013, 618, 1197, 721]
subheadline: έν μέσω συγκεχυμένης άτμοσφαίρας: [844, 112, 1366, 146]
article-body: ΝΤΑΚΑΡ, 17. (Ασ. Πρές). Η κατάστασις είς τήν Σενεγάλην παραμένει συγκεχυμένη μετά τήν άπόπειραν πραξικοπήματος.: [1397, 1245, 1582, 1277]
headline: ΜΙΚΡΑΙ ΕΞΩΤΕΡΙΚΑΙ ΕΙΔΗΣΕΙΣ ΧΩΡΙΣ ΤΙΤΛΟΝ: [267, 1512, 553, 1532]
second-column: [627, 0, 812, 2324]
article-body: ΛΟΝΔΙΝΟΝ, 17. (Ρώυτερ). Ο κ. Μάκ Μίλλαν άνεχώρησεν άεροπορικώς διά τάς νήσους Μπαχάμας, όπου θά συναντηθή μετά τού προέδρου Κέννεντυ. Η Μεγάλη Βρεταννία έπιμένει άνενδότως είς τήν έκχώρησιν τών πυραύλων «Σκάϊμπολτ», ένώ ή Ουάσιγκτων άρνείται διαρρήδην, θεωρούσα τό πρόγραμμα άσύμφορον. Οι παρατηρηταί πιστεύουν ότι ή διάσκεψις θά διεξαχθή έν μέσω συγκεχυμένης άτμοσφαίρας. Ο Βρεταννός πρωθυπουργός δήλωσε πρό τής άναχωρήσεώς του ότι άναμένει έποικοδομητικάς συνομιλίας. Είς τό Λονδίνον έπικρατεί ή γνώμη ότι ή άκύρωσις τού προγράμματος θά έπηρεάση σοβαρώς τήν άμυντικήν πολιτικήν τής χώρας.: [822, 319, 1197, 870]
article-body: ΛΟΝΔΙΝΟΝ, 17. (Ασ. Πρές). Ο ύπουργός άμύνης έδήλωσεν ότι θά καταβληθούν άποζημιώσεις είς τούς Κυπρίους, οι όποίοι άπολύονται έκ τών άγγλικών βάσεων.: [1397, 518, 1582, 561]
divider: [1453, 886, 1526, 887]
article-body: ΛΟΝΔΙΝΟΝ, 17. (Ρώυτερ). Ο κ. Μάκ Μίλλαν άνεχώρησεν άεροπορικώς διά τάς νήσους Μπαχάμας, όπου θά συναντηθή μετά τού προέδρου Κέννεντυ. Η Μεγάλη Βρεταννία έπιμένει άνενδότως είς τήν έκχώρησιν τών πυραύλων «Σκάϊμπολτ», ένώ ή Ουάσιγκτων άρνείται διαρρήδην, θεωρούσα τό πρόγραμμα άσύμφορον. Οι παρατηρηταί πιστεύουν ότι ή διάσκεψις θά διεξαχθή έν μέσω συγκεχυμένης άτμοσφαίρας. Ο Βρεταννός πρωθυπουργός δήλωσε πρό τής άναχωρήσεώς του ότι άναμένει έποικοδομητικάς συνομιλίας. Είς τό Λονδίνον έπικρατεί ή γνώμη ότι ή άκύρωσις τού προγράμματος θά έπηρεάση σοβαρώς τήν άμυντικήν πολιτικήν τής χώρας.: [1204, 666, 1388, 856]
article-body: ΜΟΣΧΑ, 17. (Ασ. Πρές). Η Σοβιετική Ενωσις άπεφάσισε νά μή μετάσχη είς τήν διεθνή έκθεσιν τής Νέας Υόρκης τού 1964.: [627, 1182, 812, 1214]
article-body: ΑΜΜΑΝ, 17. (Ασ. Πρές). Αραβες χριστιανοί έξ Ισραήλ θά έπιτραπή νά είσέλθουν είς τήν Βηθλεέμ διά τά Χριστούγεννα.: [1397, 1096, 1582, 1138]
headline: Ο πρόεδρος Κέννεντυ άποκρούει: [907, 1321, 1302, 1394]
divider: [8, 724, 617, 725]
berlin-article: [8, 1256, 197, 1432]
swiss-article: [627, 256, 812, 311]
article-body: ΛΕΟΠΟΛΝΤΒΙΛ, 17. (Ασ. Πρές). Ο Γενικός Γραμματεύς τών Ηνωμένων Εθνών κ. Ου Θάντ ζητεί άπό τάς δυνάμεις τής Κατάγκας νά καταθέσουν τά όπλα, ίνα λυθή εύρηνικώς τό θέμα τής άποσχίσεως. Αί δυνάμεις τού ΟΗΕ θά παραμείνουν είς τάς θέσεις των. ΛΕΟΠΟΛΝΤΒΙΛ, 17. Ο κ. Τσόμπε άπέρριψε τήν πρότασιν, δηλώσας ότι ή Κατάγκα θά άμυνθή.: [207, 1060, 406, 1155]
clinical-death-article: [627, 0, 812, 245]
article-body: ΛΟΝΔΙΝΟΝ, 17. (Τάς). Ο άνταποκριτής τού πρακτορείου «Τάς» σχολιάζει τήν διάσκεψιν.: [1204, 331, 1388, 363]
kicker: Η ΔΑΠΑΝΗ: [1270, 1491, 1322, 1503]
article-body: ΟΥΑΣΙΓΚΤΩΝ, 17. (Ασ. Πρές). Ομοσπονδιακόν δικαστήριον κατεδίκασε τό Κομμουνιστικόν Κόμμα τών Ηνωμένων Πολιτειών είς πρόστιμον 120.000 δολλαρίων, διότι δέν ένεγράφη ώς πράκτωρ ξένης δυνάμεως, συμφώνως πρός τόν νόμον.: [202, 1667, 406, 1731]
headline: ΕΚΤΑΚΤΑ ΜΕΤΡΑ ΠΡΟΣΤΑΣΙΑΣ ΤΩΝ ΠΡΕΣΒΕΙΩΝ ΕΙΣ ΤΗΝ ΒΟΝΝΗΝ: [638, 739, 801, 782]
headline: ΕΙΣ ΤΗΝ ΡΩΣΣΙΑΝ ΚΛΙΝΙΚΩΣ ΝΕΚΡΟΣ ΕΠΑΝΗΛΘΕΝ ΕΙΣ ΤΗΝ ΖΩΗΝ ΜΕΤΑ ΔΙΗΜΕΡΟΝ: [637, 0, 802, 42]
embassy-article: [627, 741, 812, 866]
article-columns: [8, 2121, 617, 2289]
article-body: ΠΑΡΙΣΙΟΙ, 17. (Ασ. Πρές). Είς τούς διπλωματικούς κύκλους τών Παρισίων έκφράζεται ή άποψις ότι ή διάσκεψις τών Μπαχαμών θά έχη άντίκτυπον είς τάς σχέσεις τής Γαλλίας πρός τήν Μεγάλην Βρεταννίαν.: [1012, 555, 1197, 618]
kidnap-article: [627, 565, 812, 637]
headline: ΤΗΝ ΤΕΤΑΡΤΗΝ Η ΚΗΔΕΙΑ ΤΟΥ ΤΣΑΡΛΣ ΛΩΤΤΟΝ: [1407, 1148, 1572, 1177]
lead-headline: Η ΕΛΒΕΤΙΑ ΚΑΤΕΣΤΗ ΕΠΙΣΗΜΩΣ ΤΟ 17ον ΜΕΛΟΣ: [70, 190, 555, 263]
main-column: [822, 0, 1388, 2324]
divider: [683, 317, 756, 318]
ministers-article: [1397, 614, 1582, 710]
divider: [683, 251, 756, 252]
article-body: ΑΛΓΚΑΡΒΕ, Πορτογαλία, 17. (Ασ. Πρές). Δύο άνθρωποι έφονεύθησαν καί 23 έτραυματίσθησαν κατά τήν έκρηξιν πυροτεχνημάτων είς θρησκευτικήν έορτήν.: [627, 361, 812, 404]
article-body: ΒΕΡΟΛΙΝΟΝ, 17. (Ηνωμ. Τύποι). Ομάς όπαδών τής δεξιάς προεκάλεσε έκρηξιν είς τό τείχος τού Βερολίνου, χωρίς νά σημειωθούν θύματα. Η άστυνομία διεξάγει άνακρίσεις.: [8, 1379, 197, 1433]
headline: ΣΕΙΣΜΙΚΑΙ ΔΟΝΗΣΕΙΣ ΕΙΣ ΤΗΝ ΧΙΛΗΝ ΑΝΕΥ ΘΥΜΑΤΩΝ: [1411, 821, 1568, 850]
kicker: ΕΙΣ ΤΗΝ ΔΥΤΙΚΗΝ ΕΥΡΩΠΗΝ: [1037, 1576, 1172, 1588]
article-columns: [202, 1531, 617, 1620]
